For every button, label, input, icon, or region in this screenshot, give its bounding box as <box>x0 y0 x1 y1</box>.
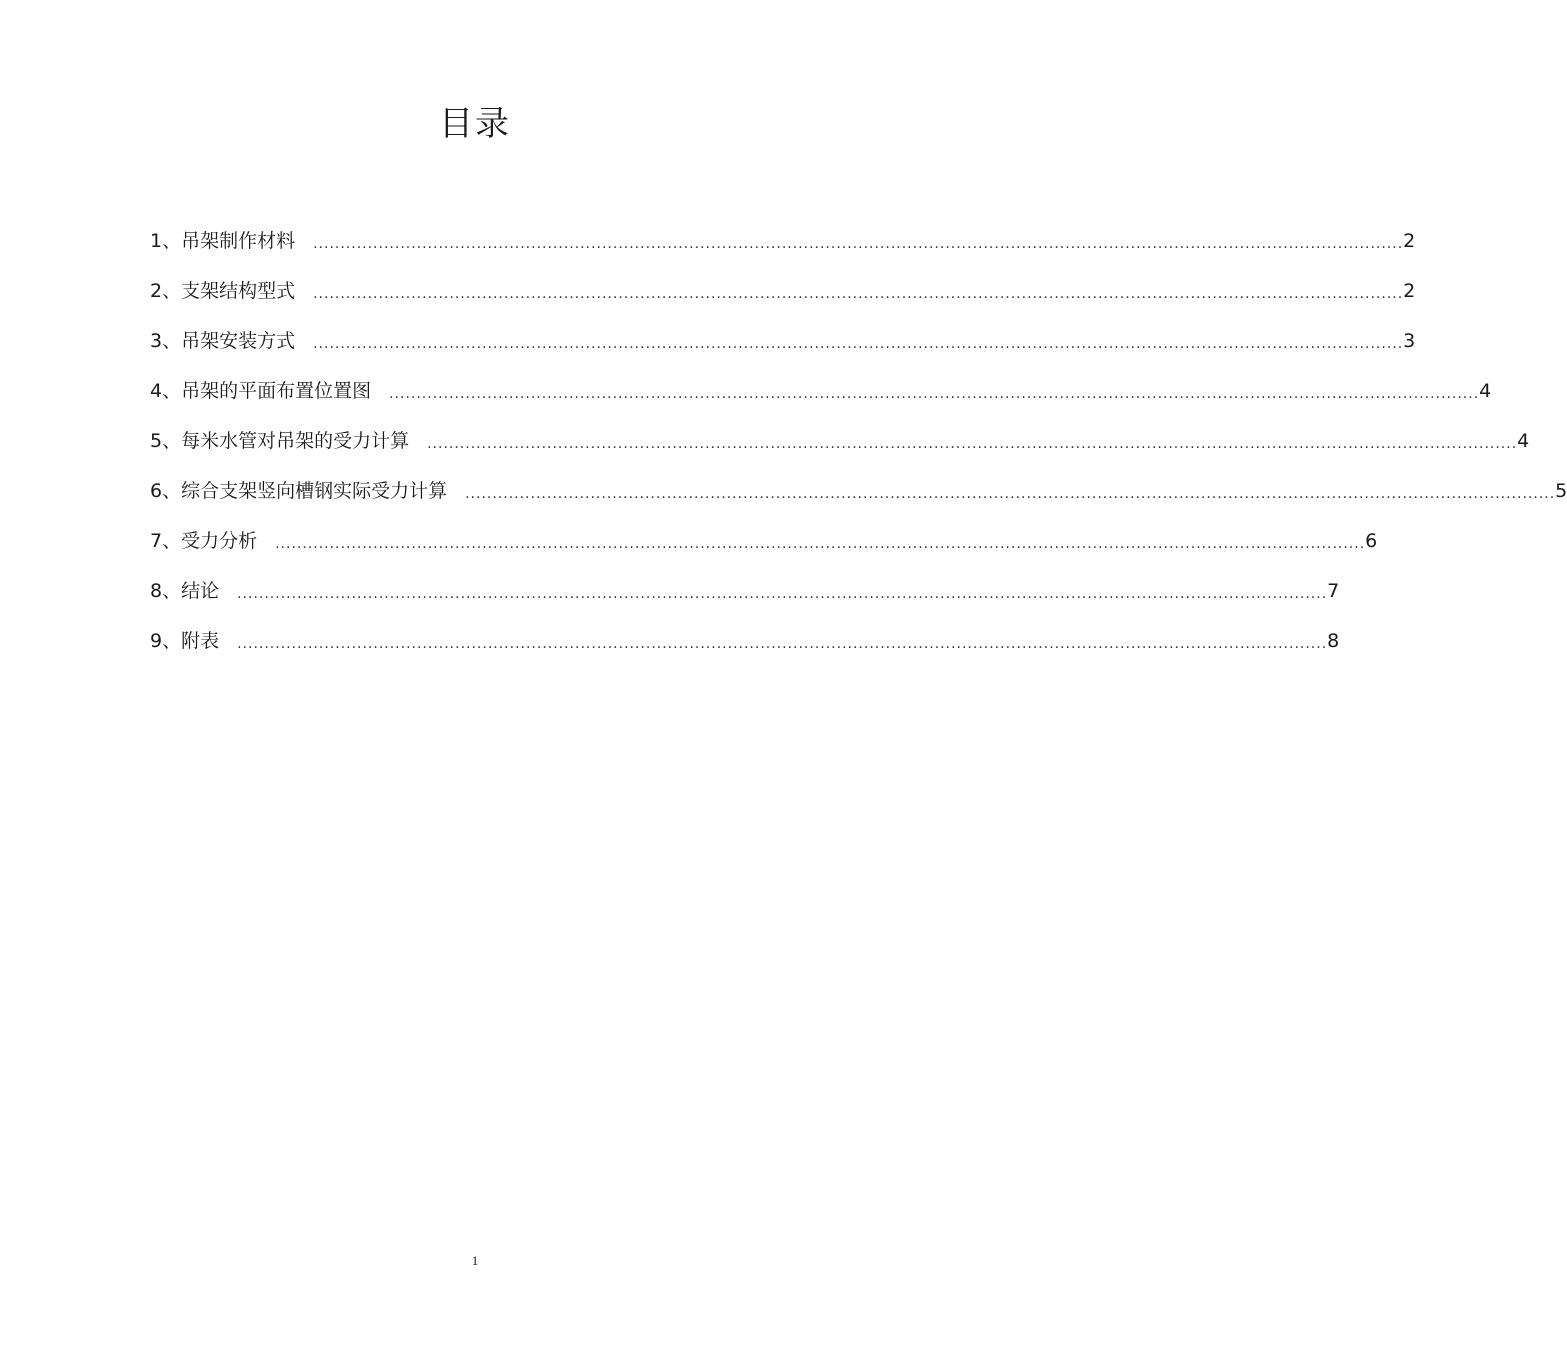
toc-entry-number: 1、 <box>150 230 182 252</box>
toc-entry-page: 6 <box>1365 530 1378 552</box>
toc-entry-page: 7 <box>1327 580 1340 602</box>
toc-entry-2[interactable] <box>150 254 1416 304</box>
toc-entry-9[interactable] <box>150 604 1340 654</box>
toc-entry-1[interactable] <box>150 204 1416 254</box>
toc-entry-label: 每米水管对吊架的受力计算 <box>181 430 410 452</box>
dot-leader: ........................................................................................................................................................................................................ <box>313 286 1404 302</box>
toc-entry-number: 4、 <box>150 380 182 402</box>
toc-entry-label: 吊架的平面布置位置图 <box>181 380 372 402</box>
toc-entry-number: 8、 <box>150 580 182 602</box>
dot-leader: ........................................................................................................................................................................................................ <box>275 536 1366 552</box>
page-title: 目录 <box>439 104 511 144</box>
toc-entry-label: 附表 <box>181 630 220 652</box>
toc-entry-number: 3、 <box>150 330 182 352</box>
toc-entry-number: 2、 <box>150 280 182 302</box>
toc-entry-label: 综合支架竖向槽钢实际受力计算 <box>181 480 448 502</box>
dot-leader: ........................................................................................................................................................................................................ <box>427 436 1518 452</box>
dot-leader: ........................................................................................................................................................................................................ <box>465 486 1556 502</box>
toc-entry-label: 受力分析 <box>181 530 258 552</box>
table-of-contents <box>150 228 1567 654</box>
toc-entry-8[interactable] <box>150 554 1340 604</box>
toc-entry-4[interactable] <box>150 354 1492 404</box>
toc-entry-page: 2 <box>1403 230 1416 252</box>
dot-leader: ........................................................................................................................................................................................................ <box>313 236 1404 252</box>
dot-leader: ........................................................................................................................................................................................................ <box>237 586 1328 602</box>
dot-leader: ........................................................................................................................................................................................................ <box>313 336 1404 352</box>
toc-entry-label: 吊架安装方式 <box>181 330 296 352</box>
toc-entry-page: 3 <box>1403 330 1416 352</box>
dot-leader: ........................................................................................................................................................................................................ <box>389 386 1480 402</box>
toc-entry-number: 7、 <box>150 530 182 552</box>
toc-entry-page: 4 <box>1517 430 1530 452</box>
toc-entry-number: 6、 <box>150 480 182 502</box>
toc-entry-number: 5、 <box>150 430 182 452</box>
toc-entry-number: 9、 <box>150 630 182 652</box>
dot-leader: ........................................................................................................................................................................................................ <box>237 636 1328 652</box>
toc-entry-6[interactable] <box>150 454 1567 504</box>
toc-entry-label: 结论 <box>181 580 220 602</box>
toc-entry-label: 支架结构型式 <box>181 280 296 302</box>
toc-entry-page: 2 <box>1403 280 1416 302</box>
page-number: 1 <box>471 1253 479 1268</box>
toc-entry-7[interactable] <box>150 504 1378 554</box>
toc-entry-label: 吊架制作材料 <box>181 230 296 252</box>
toc-entry-page: 8 <box>1327 630 1340 652</box>
toc-entry-5[interactable] <box>150 404 1530 454</box>
toc-entry-3[interactable] <box>150 304 1416 354</box>
toc-entry-page: 4 <box>1479 380 1492 402</box>
toc-entry-page: 5 <box>1555 480 1567 502</box>
